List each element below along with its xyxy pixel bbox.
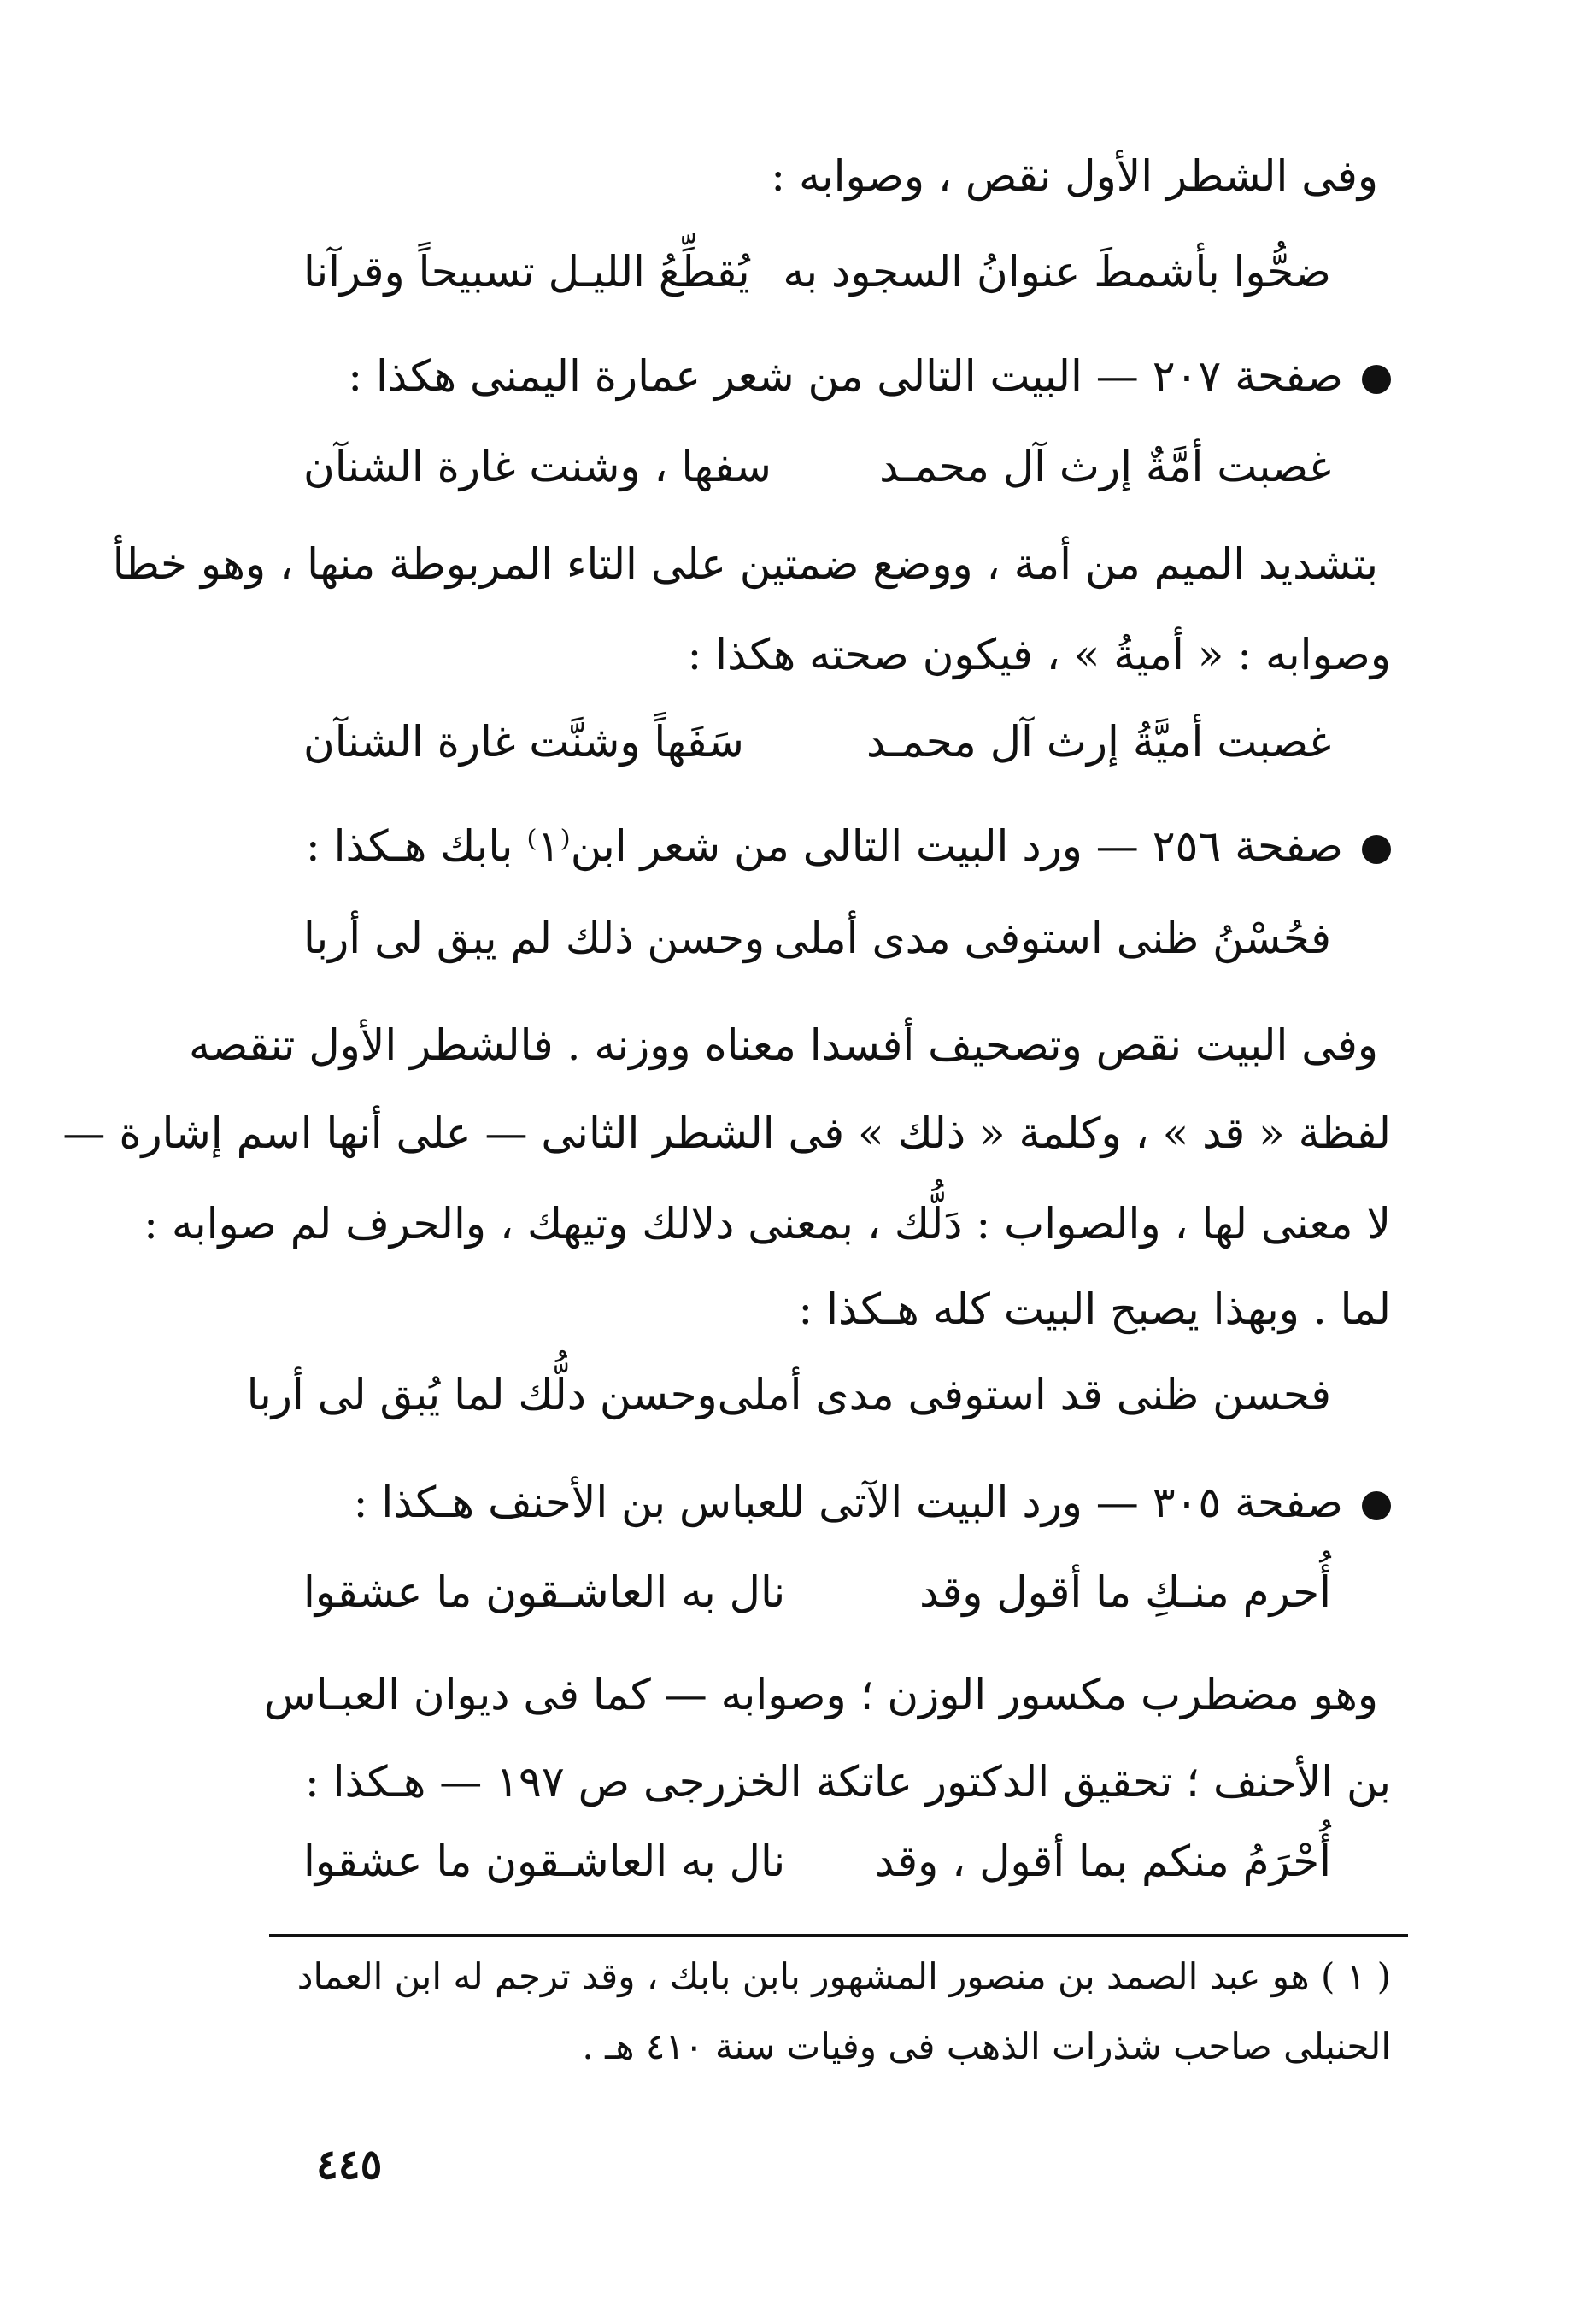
- verse-second-hemistich: يُقطِّعُ الليـل تسبيحاً وقرآنا: [303, 247, 750, 297]
- entry-heading-text: صفحة ٢٥٦ — ورد البيت التالى من شعر ابن⁽١⁾ بابك هـكذا :: [305, 821, 1343, 871]
- verse-line: [246, 1370, 1331, 1420]
- verse-second-hemistich: نال به العاشـقون ما عشقوا: [303, 1567, 786, 1617]
- verse-second-hemistich: وحسن ذلك لم يبق لى أربا: [303, 914, 766, 963]
- text-line: بتشديد الميم من أمة ، ووضع ضمتين على التاء المربوطة منها ، وهو خطأ: [112, 539, 1378, 589]
- text-line: لفظة « قد » ، وكلمة « ذلك » فى الشطر الثانى — على أنها اسم إشارة —: [62, 1108, 1391, 1158]
- bullet-icon: [1362, 365, 1391, 394]
- verse-line: [303, 914, 1331, 964]
- footnote-line: الحنبلى صاحب شذرات الذهب فى وفيات سنة ٤١٠ هـ .: [582, 2025, 1391, 2067]
- verse-first-hemistich: غصبت أمَّةٌ إرث آل محمـد: [879, 442, 1331, 491]
- verse-first-hemistich: ضحُّوا بأشمطَ عنوانُ السجود به: [783, 247, 1331, 297]
- page-number: ٤٤٥: [316, 2141, 383, 2189]
- verse-second-hemistich: سفها ، وشنت غارة الشنآن: [303, 442, 772, 491]
- verse-first-hemistich: أُحْرَمُ منكم بما أقول ، وقد: [874, 1837, 1331, 1886]
- entry-heading-text: صفحة ٣٠٥ — ورد البيت الآتى للعباس بن الأحنف هـكذا :: [353, 1478, 1343, 1527]
- entry-heading: [348, 352, 1391, 402]
- text-line: وهو مضطرب مكسور الوزن ؛ وصوابه — كما فى ديوان العبـاس: [263, 1670, 1378, 1719]
- verse-second-hemistich: سَفَهاً وشنَّت غارة الشنآن: [303, 717, 744, 767]
- verse-line: [303, 248, 1331, 297]
- entry-heading: [354, 1478, 1391, 1528]
- text-line: لما . وبهذا يصبح البيت كله هـكذا :: [798, 1284, 1391, 1334]
- text-line: وفى الشطر الأول نقص ، وصوابه :: [771, 151, 1378, 201]
- bullet-icon: [1362, 835, 1391, 864]
- verse-second-hemistich: نال به العاشـقون ما عشقوا: [303, 1837, 786, 1886]
- text-line: بن الأحنف ؛ تحقيق الدكتور عاتكة الخزرجى ص ١٩٧ — هـكذا :: [304, 1757, 1391, 1807]
- text-line: لا معنى لها ، والصواب : دَلُّك ، بمعنى دلالك وتيهك ، والحرف لم صوابه :: [144, 1199, 1391, 1249]
- entry-heading-text: صفحة ٢٠٧ — البيت التالى من شعر عمارة اليمنى هكذا :: [348, 351, 1343, 401]
- verse-line: [303, 1837, 1331, 1887]
- verse-line: [303, 1568, 1331, 1618]
- text-line: وصوابه : « أميةُ » ، فيكون صحته هكذا :: [687, 630, 1391, 679]
- verse-first-hemistich: أُحرم منـكِ ما أقول وقد: [919, 1567, 1331, 1617]
- verse-second-hemistich: وحسن دلُّك لما يُبق لى أربا: [246, 1370, 718, 1419]
- bullet-icon: [1362, 1491, 1391, 1520]
- verse-first-hemistich: غصبت أميَّةُ إرث آل محمـد: [865, 717, 1331, 767]
- text-line: وفى البيت نقص وتصحيف أفسدا معناه ووزنه . فالشطر الأول تنقصه: [189, 1020, 1378, 1070]
- verse-first-hemistich: فحسن ظنى قد استوفى مدى أملى: [717, 1370, 1331, 1419]
- entry-heading: [306, 822, 1391, 872]
- verse-line: [303, 718, 1331, 767]
- footnote-divider: [269, 1934, 1408, 1937]
- footnote-line: ( ١ ) هو عبد الصمد بن منصور المشهور بابن بابك ، وقد ترجم له ابن العماد: [296, 1955, 1391, 1997]
- verse-first-hemistich: فحُسْنُ ظنى استوفى مدى أملى: [773, 914, 1331, 963]
- verse-line: [303, 443, 1331, 492]
